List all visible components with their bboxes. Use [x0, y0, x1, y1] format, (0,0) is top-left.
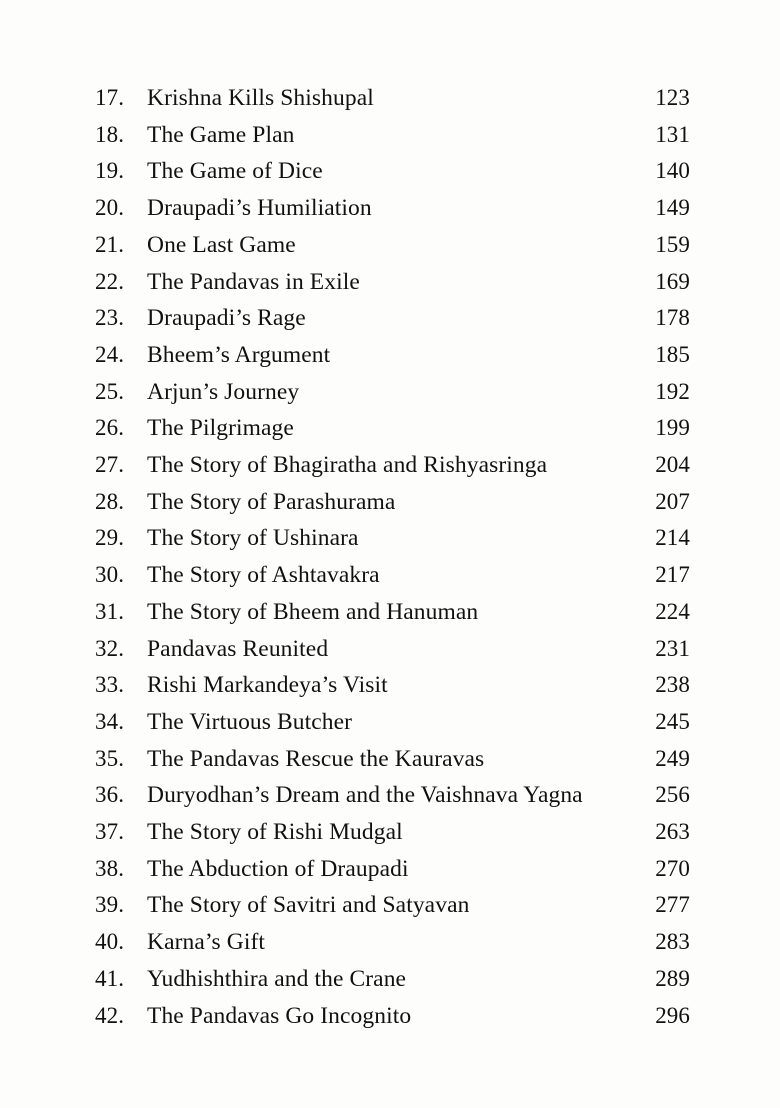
toc-entry [95, 667, 690, 704]
toc-entry [95, 447, 690, 484]
toc-entry [95, 410, 690, 447]
toc-entry [95, 227, 690, 264]
toc-entry-title: Bheem’s Argument [147, 341, 331, 368]
toc-entry-page: 185 [655, 341, 690, 367]
toc-entry-number: 41. [95, 965, 125, 991]
toc-entry-title: Krishna Kills Shishupal [147, 85, 374, 111]
toc-entry-page: 231 [655, 635, 690, 661]
table-of-contents [95, 80, 690, 1034]
toc-entry-title: The Game Plan [147, 121, 295, 148]
toc-entry [95, 704, 690, 741]
toc-entry-title: The Story of Savitri and Satyavan [147, 892, 470, 919]
toc-entry-page: 283 [655, 929, 690, 955]
toc-entry-page: 123 [655, 85, 690, 110]
toc-entry-number: 30. [95, 562, 125, 588]
toc-entry-page: 289 [655, 965, 690, 991]
toc-entry-page: 214 [655, 525, 690, 551]
toc-entry [95, 374, 690, 411]
toc-entry-title: Karna’s Gift [147, 929, 266, 956]
toc-entry-page: 131 [655, 121, 690, 147]
toc-entry-title: Rishi Markandeya’s Visit [147, 672, 388, 699]
toc-entry-number: 28. [95, 488, 125, 514]
toc-entry [95, 80, 690, 117]
toc-entry [95, 887, 690, 924]
toc-entry-title: The Story of Rishi Mudgal [147, 819, 403, 846]
toc-entry-number: 26. [95, 415, 125, 441]
toc-entry-page: 140 [655, 158, 690, 184]
toc-entry-number: 40. [95, 929, 125, 955]
toc-entry-title: The Game of Dice [147, 158, 323, 185]
toc-entry [95, 924, 690, 961]
toc-entry [95, 557, 690, 594]
toc-entry-number: 24. [95, 341, 125, 367]
toc-entry-page: 270 [655, 855, 690, 881]
toc-entry-page: 263 [655, 819, 690, 845]
toc-entry-number: 42. [95, 1002, 125, 1028]
toc-entry-number: 37. [95, 819, 125, 845]
toc-entry [95, 264, 690, 301]
toc-entry [95, 520, 690, 557]
toc-entry-number: 39. [95, 892, 125, 918]
toc-entry [95, 190, 690, 227]
toc-entry-number: 36. [95, 782, 125, 808]
toc-entry-page: 199 [655, 415, 690, 441]
toc-entry-title: The Abduction of Draupadi [147, 855, 409, 882]
toc-entry [95, 631, 690, 668]
toc-entry-number: 17. [95, 85, 125, 110]
toc-entry-number: 25. [95, 378, 125, 404]
toc-entry-page: 217 [655, 562, 690, 588]
toc-entry-page: 256 [655, 782, 690, 808]
toc-entry-title: Draupadi’s Humiliation [147, 195, 372, 222]
toc-entry [95, 998, 690, 1035]
toc-entry-page: 178 [655, 305, 690, 331]
toc-entry-page: 224 [655, 598, 690, 624]
toc-entry [95, 300, 690, 337]
toc-entry-page: 238 [655, 672, 690, 698]
toc-entry-number: 22. [95, 268, 125, 294]
toc-entry-number: 34. [95, 708, 125, 734]
toc-entry-title: Pandavas Reunited [147, 635, 329, 662]
toc-entry-title: The Pandavas Rescue the Kauravas [147, 745, 485, 772]
toc-entry [95, 153, 690, 190]
toc-entry-page: 204 [655, 452, 690, 478]
toc-entry-number: 27. [95, 452, 125, 478]
toc-entry-title: The Story of Parashurama [147, 488, 396, 515]
toc-entry [95, 741, 690, 778]
toc-entry-number: 31. [95, 598, 125, 624]
toc-entry [95, 594, 690, 631]
toc-entry-page: 159 [655, 231, 690, 257]
toc-entry-number: 21. [95, 231, 125, 257]
toc-entry-title: The Pandavas Go Incognito [147, 1002, 412, 1029]
toc-entry-page: 277 [655, 892, 690, 918]
toc-entry-title: The Story of Bheem and Hanuman [147, 598, 479, 625]
toc-entry-title: Yudhishthira and the Crane [147, 965, 407, 992]
toc-entry-page: 169 [655, 268, 690, 294]
toc-entry-number: 29. [95, 525, 125, 551]
toc-entry-page: 192 [655, 378, 690, 404]
toc-entry-title: The Story of Bhagiratha and Rishyasringa [147, 452, 548, 479]
toc-entry-number: 38. [95, 855, 125, 881]
toc-entry-page: 249 [655, 745, 690, 771]
toc-entry-page: 149 [655, 195, 690, 221]
toc-entry-title: The Story of Ashtavakra [147, 562, 380, 589]
toc-entry-title: Arjun’s Journey [147, 378, 300, 405]
toc-entry-number: 23. [95, 305, 125, 331]
toc-entry-number: 20. [95, 195, 125, 221]
toc-entry-number: 32. [95, 635, 125, 661]
toc-entry-page: 207 [655, 488, 690, 514]
toc-entry [95, 117, 690, 154]
toc-entry-number: 18. [95, 121, 125, 147]
toc-entry-number: 19. [95, 158, 125, 184]
toc-entry-title: The Pandavas in Exile [147, 268, 360, 295]
toc-entry [95, 777, 690, 814]
toc-entry-title: Draupadi’s Rage [147, 305, 306, 332]
toc-entry [95, 484, 690, 521]
toc-entry-title: The Virtuous Butcher [147, 708, 353, 735]
toc-entry-title: The Story of Ushinara [147, 525, 359, 552]
toc-entry [95, 337, 690, 374]
toc-entry-number: 33. [95, 672, 125, 698]
toc-entry [95, 851, 690, 888]
toc-entry [95, 961, 690, 998]
toc-entry-page: 296 [655, 1002, 690, 1028]
toc-entry [95, 814, 690, 851]
toc-entry-title: The Pilgrimage [147, 415, 294, 442]
toc-entry-page: 245 [655, 708, 690, 734]
toc-entry-title: Duryodhan’s Dream and the Vaishnava Yagna [147, 782, 583, 809]
toc-entry-number: 35. [95, 745, 125, 771]
toc-entry-title: One Last Game [147, 231, 296, 258]
